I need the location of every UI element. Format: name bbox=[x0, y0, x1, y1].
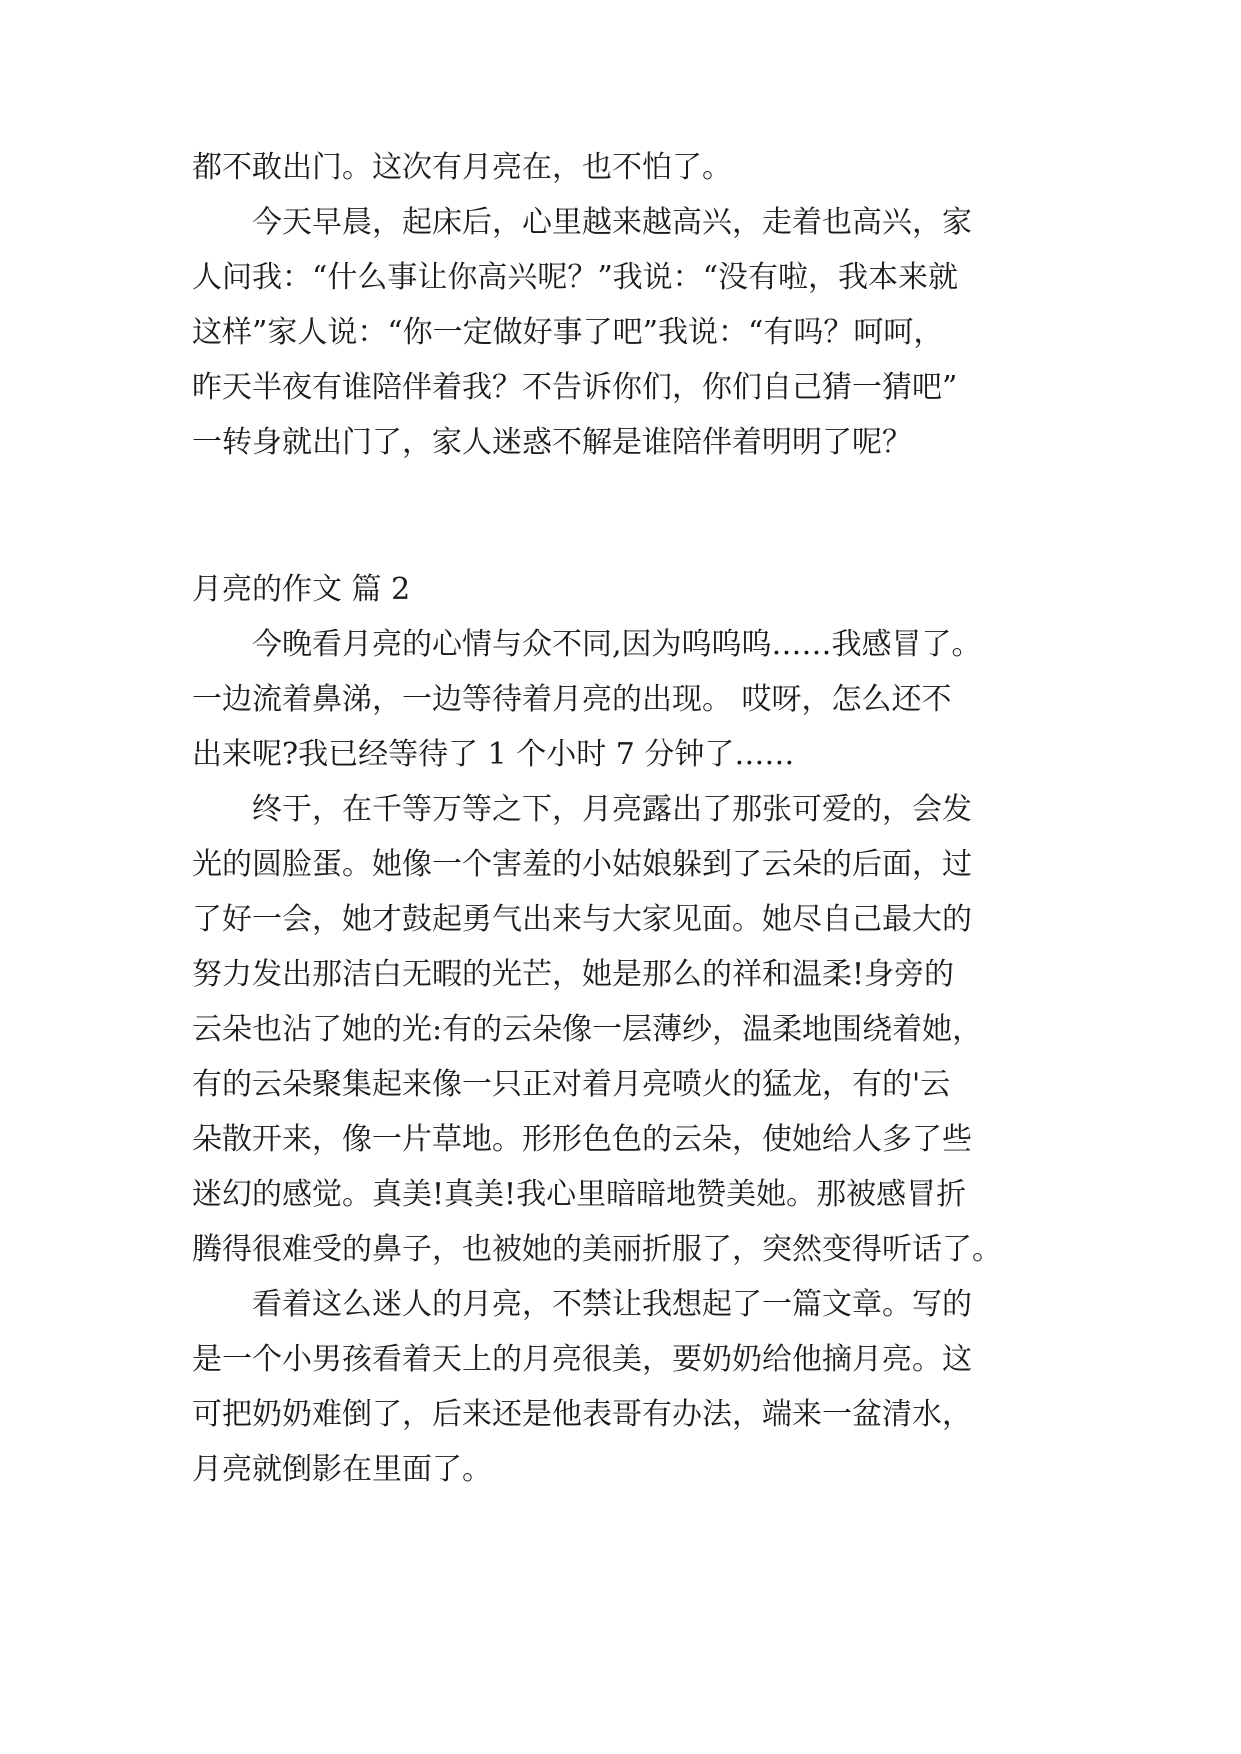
text-line: 一转身就出门了，家人迷惑不解是谁陪伴着明明了呢？ bbox=[192, 425, 912, 460]
text-line: 终于，在千等万等之下，月亮露出了那张可爱的，会发 bbox=[192, 792, 972, 827]
text-line: 看着这么迷人的月亮，不禁让我想起了一篇文章。写的 bbox=[192, 1287, 972, 1322]
text-line: 今晚看月亮的心情与众不同,因为呜呜呜……我感冒了。 bbox=[192, 627, 982, 662]
text-line: 月亮就倒影在里面了。 bbox=[192, 1452, 492, 1487]
text-line: 可把奶奶难倒了，后来还是他表哥有办法，端来一盆清水， bbox=[192, 1397, 972, 1432]
text-line: 一边流着鼻涕，一边等待着月亮的出现。 哎呀，怎么还不 bbox=[192, 682, 952, 717]
text-line: 有的云朵聚集起来像一只正对着月亮喷火的猛龙，有的'云 bbox=[192, 1067, 951, 1102]
text-line: 昨天半夜有谁陪伴着我？不告诉你们，你们自己猜一猜吧” bbox=[192, 370, 958, 405]
section-title: 月亮的作文 篇 2 bbox=[192, 572, 411, 607]
text-line: 是一个小男孩看着天上的月亮很美，要奶奶给他摘月亮。这 bbox=[192, 1342, 972, 1377]
text-line: 努力发出那洁白无暇的光芒，她是那么的祥和温柔!身旁的 bbox=[192, 957, 955, 992]
text-line: 腾得很难受的鼻子，也被她的美丽折服了，突然变得听话了。 bbox=[192, 1232, 1002, 1267]
text-line: 都不敢出门。这次有月亮在，也不怕了。 bbox=[192, 150, 732, 185]
text-line: 今天早晨，起床后，心里越来越高兴，走着也高兴，家 bbox=[192, 205, 972, 240]
text-line: 光的圆脸蛋。她像一个害羞的小姑娘躲到了云朵的后面，过 bbox=[192, 847, 972, 882]
text-line: 云朵也沾了她的光:有的云朵像一层薄纱，温柔地围绕着她， bbox=[192, 1012, 983, 1047]
text-line: 了好一会，她才鼓起勇气出来与大家见面。她尽自己最大的 bbox=[192, 902, 972, 937]
text-line: 人问我：“什么事让你高兴呢？”我说：“没有啦，我本来就 bbox=[192, 260, 959, 295]
text-line: 迷幻的感觉。真美!真美!我心里暗暗地赞美她。那被感冒折 bbox=[192, 1177, 967, 1212]
text-line: 这样”家人说：“你一定做好事了吧”我说：“有吗？呵呵， bbox=[192, 315, 944, 350]
text-line: 朵散开来，像一片草地。形形色色的云朵，使她给人多了些 bbox=[192, 1122, 972, 1157]
text-line: 出来呢?我已经等待了 1 个小时 7 分钟了…… bbox=[192, 737, 795, 772]
